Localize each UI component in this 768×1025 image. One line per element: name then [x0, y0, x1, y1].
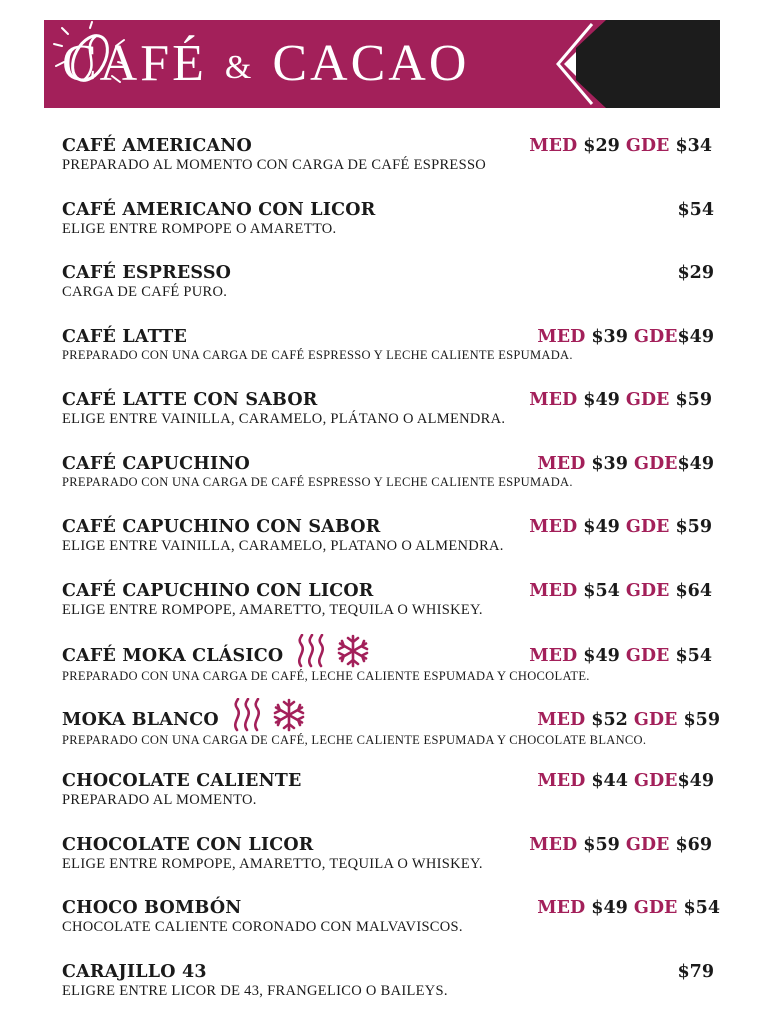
med-label: MED — [529, 390, 577, 410]
gde-price: $49 — [677, 454, 714, 474]
item-description: CARGA DE CAFÉ PURO. — [62, 284, 722, 301]
item-name: CAFÉ AMERICANO CON LICOR — [62, 200, 376, 220]
gde-price: $49 — [677, 327, 714, 347]
item-prices — [529, 517, 712, 537]
menu-list — [62, 136, 722, 1025]
title-part1: CAFÉ — [62, 35, 207, 92]
item-name: CAFÉ CAPUCHINO CON LICOR — [62, 581, 374, 601]
item-description: PREPARADO CON UNA CARGA DE CAFÉ, LECHE CALIENTE ESPUMADA Y CHOCOLATE BLANCO. — [62, 733, 722, 748]
item-name: CHOCOLATE CALIENTE — [62, 771, 302, 791]
gde-label: GDE — [626, 517, 669, 537]
gde-price: $59 — [675, 517, 712, 537]
menu-item — [62, 263, 722, 327]
item-prices — [537, 454, 714, 474]
gde-price: $69 — [675, 835, 712, 855]
item-prices — [529, 136, 712, 156]
item-name: CHOCO BOMBÓN — [62, 898, 241, 918]
gde-price: $54 — [675, 646, 712, 666]
menu-item — [62, 454, 722, 518]
med-label: MED — [529, 136, 577, 156]
item-name: CAFÉ MOKA CLÁSICO — [62, 646, 283, 666]
item-description: ELIGE ENTRE ROMPOPE, AMARETTO, TEQUILA O WHISKEY. — [62, 856, 722, 873]
item-name: CAFÉ AMERICANO — [62, 136, 252, 156]
menu-item — [62, 390, 722, 454]
coffee-bean-icon — [44, 20, 136, 92]
med-label: MED — [529, 517, 577, 537]
menu-item — [62, 136, 722, 200]
gde-label: GDE — [634, 771, 677, 791]
menu-item — [62, 708, 722, 772]
gde-price: $64 — [675, 581, 712, 601]
menu-item — [62, 962, 722, 1025]
item-name: CAFÉ CAPUCHINO CON SABOR — [62, 517, 380, 537]
item-prices — [529, 646, 712, 666]
menu-item — [62, 517, 722, 581]
item-name: CAFÉ CAPUCHINO — [62, 454, 250, 474]
item-name: CAFÉ ESPRESSO — [62, 263, 231, 283]
item-name: CHOCOLATE CON LICOR — [62, 835, 314, 855]
item-description: ELIGE ENTRE ROMPOPE, AMARETTO, TEQUILA O WHISKEY. — [62, 602, 722, 619]
gde-label: GDE — [626, 136, 669, 156]
snowflake-icon — [335, 634, 371, 668]
item-description: PREPARADO CON UNA CARGA DE CAFÉ, LECHE CALIENTE ESPUMADA Y CHOCOLATE. — [62, 669, 722, 684]
med-label: MED — [537, 710, 585, 730]
med-price: $49 — [583, 517, 620, 537]
gde-label: GDE — [634, 898, 677, 918]
item-prices — [529, 835, 712, 855]
item-price: $54 — [677, 200, 714, 220]
steam-icon — [229, 698, 265, 732]
gde-price: $34 — [675, 136, 712, 156]
gde-label: GDE — [634, 454, 677, 474]
med-label: MED — [537, 327, 585, 347]
steam-icon — [293, 634, 329, 668]
item-prices — [529, 390, 712, 410]
med-label: MED — [537, 454, 585, 474]
item-description: ELIGE ENTRE ROMPOPE O AMARETTO. — [62, 221, 722, 238]
med-price: $49 — [583, 390, 620, 410]
med-price: $39 — [591, 327, 628, 347]
title-part2: CACAO — [272, 35, 469, 92]
med-price: $49 — [583, 646, 620, 666]
item-description: PREPARADO CON UNA CARGA DE CAFÉ ESPRESSO Y LECHE CALIENTE ESPUMADA. — [62, 348, 722, 363]
item-name: CARAJILLO 43 — [62, 962, 207, 982]
gde-label: GDE — [626, 390, 669, 410]
item-description: ELIGE ENTRE VAINILLA, CARAMELO, PLATANO O ALMENDRA. — [62, 538, 722, 555]
med-label: MED — [529, 835, 577, 855]
med-label: MED — [529, 581, 577, 601]
gde-label: GDE — [626, 581, 669, 601]
title-amp: & — [225, 49, 254, 86]
item-name-with-icons — [62, 708, 307, 732]
menu-item — [62, 200, 722, 264]
med-price: $49 — [591, 898, 628, 918]
item-name: CAFÉ LATTE CON SABOR — [62, 390, 318, 410]
item-name-with-icons — [62, 644, 371, 668]
gde-label: GDE — [626, 646, 669, 666]
item-description: PREPARADO AL MOMENTO CON CARGA DE CAFÉ ESPRESSO — [62, 157, 722, 174]
menu-item — [62, 644, 722, 708]
menu-item — [62, 835, 722, 899]
item-prices — [537, 771, 714, 791]
item-prices — [537, 898, 720, 918]
header-banner — [44, 20, 720, 108]
item-description: ELIGE ENTRE VAINILLA, CARAMELO, PLÁTANO O ALMENDRA. — [62, 411, 722, 428]
item-name: CAFÉ LATTE — [62, 327, 187, 347]
snowflake-icon — [271, 698, 307, 732]
gde-label: GDE — [634, 710, 677, 730]
gde-label: GDE — [626, 835, 669, 855]
item-name: MOKA BLANCO — [62, 710, 219, 730]
med-label: MED — [529, 646, 577, 666]
item-description: ELIGRE ENTRE LICOR DE 43, FRANGELICO O BAILEYS. — [62, 983, 722, 1000]
item-price: $79 — [677, 962, 714, 982]
item-price: $29 — [677, 263, 714, 283]
med-label: MED — [537, 771, 585, 791]
menu-item — [62, 581, 722, 645]
menu-item — [62, 898, 722, 962]
med-price: $44 — [591, 771, 628, 791]
gde-price: $59 — [675, 390, 712, 410]
item-prices — [537, 710, 720, 730]
med-price: $59 — [583, 835, 620, 855]
item-description: CHOCOLATE CALIENTE CORONADO CON MALVAVISCOS. — [62, 919, 722, 936]
item-description: PREPARADO AL MOMENTO. — [62, 792, 722, 809]
menu-item — [62, 771, 722, 835]
gde-price: $54 — [683, 898, 720, 918]
med-price: $29 — [583, 136, 620, 156]
gde-label: GDE — [634, 327, 677, 347]
med-price: $54 — [583, 581, 620, 601]
med-price: $39 — [591, 454, 628, 474]
med-price: $52 — [591, 710, 628, 730]
item-description: PREPARADO CON UNA CARGA DE CAFÉ ESPRESSO Y LECHE CALIENTE ESPUMADA. — [62, 475, 722, 490]
item-prices — [529, 581, 712, 601]
menu-item — [62, 327, 722, 391]
item-prices — [537, 327, 714, 347]
med-label: MED — [537, 898, 585, 918]
gde-price: $59 — [683, 710, 720, 730]
gde-price: $49 — [677, 771, 714, 791]
